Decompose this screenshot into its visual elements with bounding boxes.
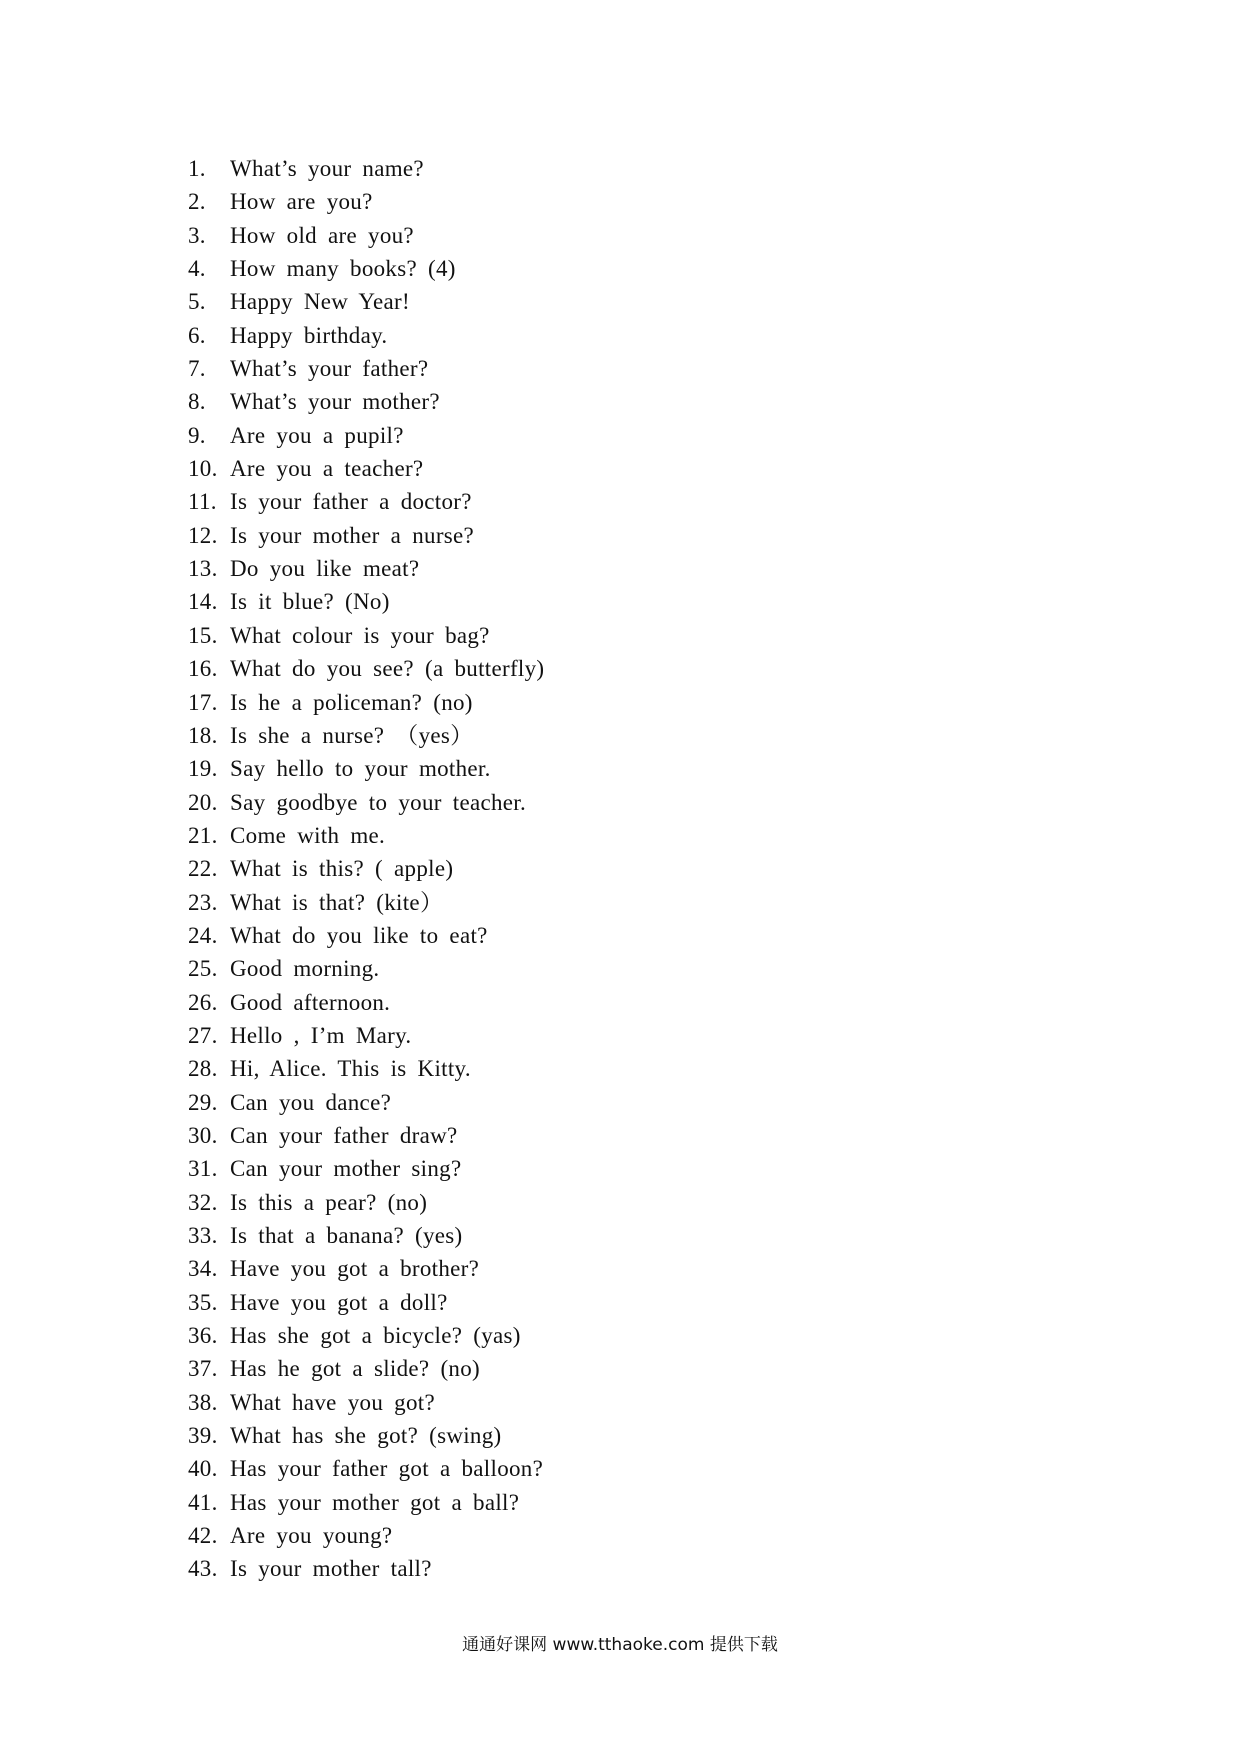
question-item <box>188 1086 544 1119</box>
question-number: 25. <box>188 956 218 982</box>
question-text: How are you? <box>230 189 373 215</box>
question-item <box>188 952 544 985</box>
question-number: 29. <box>188 1089 218 1115</box>
question-text: Can your father draw? <box>230 1122 458 1148</box>
question-item <box>188 652 544 685</box>
question-number: 11. <box>188 489 217 515</box>
question-item <box>188 1386 544 1419</box>
question-text: Is this a pear? (no) <box>230 1189 428 1215</box>
question-item <box>188 252 544 285</box>
question-item <box>188 1052 544 1085</box>
question-text: What is this? ( apple) <box>230 856 454 882</box>
question-text: Is he a policeman? (no) <box>230 689 473 715</box>
question-item <box>188 886 544 919</box>
question-number: 32. <box>188 1189 218 1215</box>
question-number: 43. <box>188 1556 218 1582</box>
question-number: 7. <box>188 356 206 382</box>
question-number: 36. <box>188 1323 218 1349</box>
question-text: Hi, Alice. This is Kitty. <box>230 1056 471 1082</box>
question-number: 1. <box>188 156 206 181</box>
question-text: What’s your mother? <box>230 389 440 415</box>
question-item <box>188 352 544 385</box>
question-text: Is she a nurse? （yes） <box>230 722 474 748</box>
question-text: Are you a teacher? <box>230 456 424 482</box>
question-item <box>188 519 544 552</box>
question-text: Happy birthday. <box>230 322 388 348</box>
question-number: 2. <box>188 189 206 215</box>
question-number: 14. <box>188 589 218 615</box>
question-item <box>188 1252 544 1285</box>
question-item <box>188 319 544 352</box>
question-number: 16. <box>188 656 218 682</box>
question-text: Good afternoon. <box>230 989 391 1015</box>
question-number: 30. <box>188 1122 218 1148</box>
question-item <box>188 752 544 785</box>
question-item <box>188 986 544 1019</box>
question-number: 37. <box>188 1356 218 1382</box>
question-text: What colour is your bag? <box>230 622 490 648</box>
question-item <box>188 552 544 585</box>
question-number: 22. <box>188 856 218 882</box>
question-item <box>188 1286 544 1319</box>
question-text: Happy New Year! <box>230 289 410 315</box>
question-item <box>188 619 544 652</box>
question-text: What’s your name? <box>230 156 424 181</box>
question-text: Come with me. <box>230 822 386 848</box>
question-number: 17. <box>188 689 218 715</box>
question-text: Has your father got a balloon? <box>230 1456 544 1482</box>
question-number: 5. <box>188 289 206 315</box>
question-text: Do you like meat? <box>230 556 420 582</box>
question-number: 33. <box>188 1223 218 1248</box>
question-text: How many books? (4) <box>230 256 456 282</box>
question-text: Good morning. <box>230 956 380 982</box>
question-number: 10. <box>188 456 218 482</box>
question-number: 12. <box>188 522 218 548</box>
question-text: Is your mother tall? <box>230 1556 432 1582</box>
question-text: What do you like to eat? <box>230 922 488 948</box>
question-text: Has she got a bicycle? (yas) <box>230 1323 521 1349</box>
question-text: Has your mother got a ball? <box>230 1489 520 1515</box>
question-text: Is it blue? (No) <box>230 589 390 615</box>
question-number: 13. <box>188 556 218 582</box>
question-item <box>188 852 544 885</box>
question-text: How old are you? <box>230 222 414 248</box>
question-item <box>188 719 544 752</box>
question-number: 4. <box>188 256 206 282</box>
question-text: What is that? (kite） <box>230 889 444 915</box>
question-item <box>188 1152 544 1185</box>
question-item <box>188 1019 544 1052</box>
question-number: 19. <box>188 756 218 782</box>
question-text: Are you young? <box>230 1523 393 1549</box>
question-number: 34. <box>188 1256 218 1282</box>
question-item <box>188 285 544 318</box>
question-text: What has she got? (swing) <box>230 1423 502 1449</box>
question-item <box>188 219 544 252</box>
question-number: 8. <box>188 389 206 415</box>
question-number: 23. <box>188 889 218 915</box>
footer-credit: 通通好课网 www.tthaoke.com 提供下载 <box>462 1635 778 1655</box>
question-number: 42. <box>188 1523 218 1549</box>
question-text: Can your mother sing? <box>230 1156 462 1182</box>
question-item <box>188 419 544 452</box>
question-item <box>188 1452 544 1485</box>
question-number: 35. <box>188 1289 218 1315</box>
question-number: 9. <box>188 422 206 448</box>
question-text: Is your mother a nurse? <box>230 522 475 548</box>
question-list <box>188 152 544 1586</box>
question-number: 27. <box>188 1022 218 1048</box>
question-number: 18. <box>188 722 218 748</box>
question-number: 6. <box>188 322 206 348</box>
question-item <box>188 452 544 485</box>
question-number: 39. <box>188 1423 218 1449</box>
question-text: What do you see? (a butterfly) <box>230 656 545 682</box>
question-item <box>188 185 544 218</box>
question-item <box>188 1552 544 1585</box>
question-number: 41. <box>188 1489 218 1515</box>
question-item <box>188 1319 544 1352</box>
question-text: Is your father a doctor? <box>230 489 472 515</box>
question-item <box>188 1186 544 1219</box>
question-text: Is that a banana? (yes) <box>230 1223 463 1248</box>
question-number: 31. <box>188 1156 218 1182</box>
question-text: Hello , I’m Mary. <box>230 1022 412 1048</box>
question-item <box>188 1219 544 1252</box>
question-item <box>188 1486 544 1519</box>
question-item <box>188 786 544 819</box>
question-text: Have you got a brother? <box>230 1256 480 1282</box>
question-item <box>188 1519 544 1552</box>
question-item <box>188 1419 544 1452</box>
question-item <box>188 819 544 852</box>
question-item <box>188 585 544 618</box>
question-item <box>188 152 544 185</box>
question-item <box>188 919 544 952</box>
question-number: 40. <box>188 1456 218 1482</box>
question-item <box>188 686 544 719</box>
question-text: Can you dance? <box>230 1089 392 1115</box>
question-number: 21. <box>188 822 218 848</box>
question-text: Say goodbye to your teacher. <box>230 789 527 815</box>
question-number: 26. <box>188 989 218 1015</box>
question-text: Are you a pupil? <box>230 422 404 448</box>
question-number: 24. <box>188 922 218 948</box>
question-text: Have you got a doll? <box>230 1289 448 1315</box>
question-text: What have you got? <box>230 1389 435 1415</box>
question-text: Say hello to your mother. <box>230 756 491 782</box>
question-item <box>188 1119 544 1152</box>
question-text: What’s your father? <box>230 356 429 382</box>
question-item <box>188 385 544 418</box>
question-number: 20. <box>188 789 218 815</box>
question-number: 28. <box>188 1056 218 1082</box>
question-item <box>188 485 544 518</box>
question-number: 3. <box>188 222 206 248</box>
question-text: Has he got a slide? (no) <box>230 1356 480 1382</box>
question-number: 38. <box>188 1389 218 1415</box>
question-number: 15. <box>188 622 218 648</box>
question-item <box>188 1352 544 1385</box>
